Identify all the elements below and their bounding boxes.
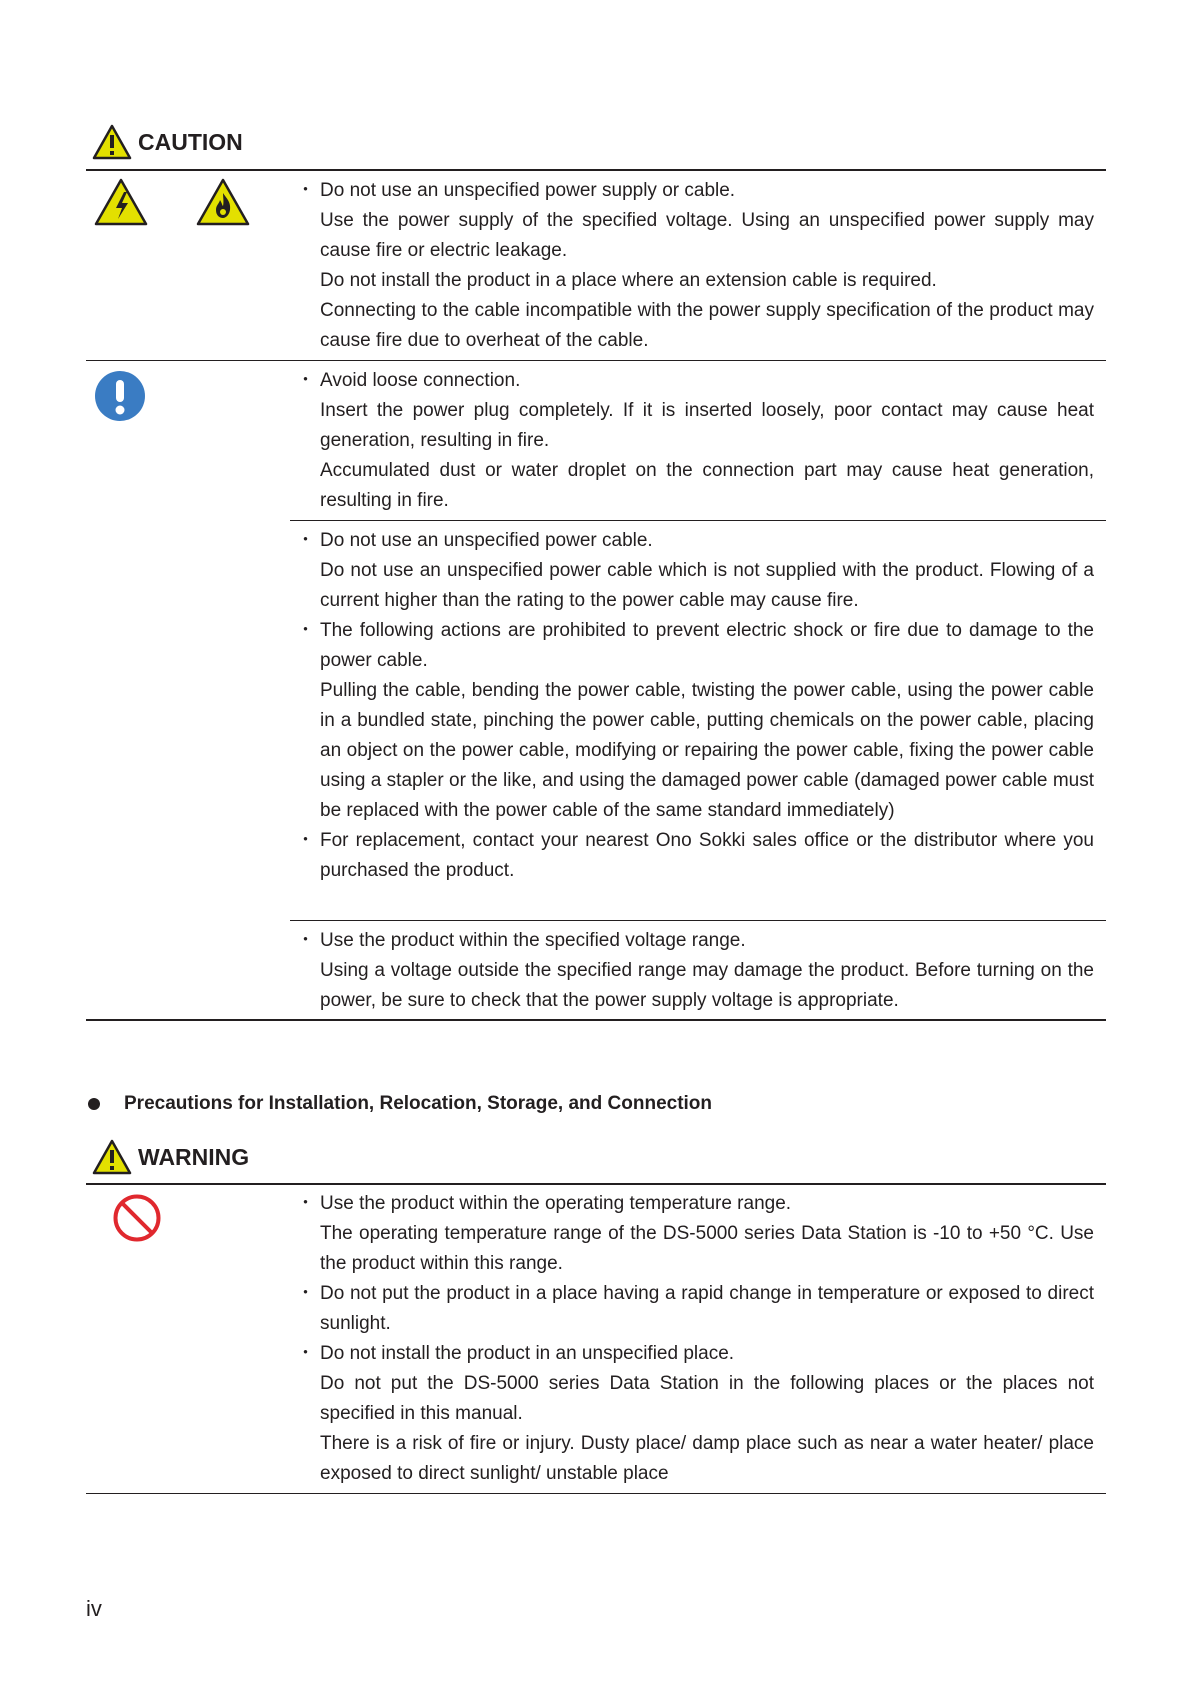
paragraph: ・ Use the product within the operating temperature range.	[290, 1189, 1094, 1219]
section-divider	[86, 360, 1106, 361]
paragraph: ・ Avoid loose connection.	[290, 366, 1094, 396]
paragraph: ・ Do not use an unspecified power supply or cable.	[290, 176, 1094, 206]
section-divider	[290, 520, 1106, 521]
precautions-heading-text: Precautions for Installation, Relocation, Storage, and Connection	[124, 1093, 713, 1114]
paragraph: ・ The following actions are prohibited to prevent electric shock or fire due to damage to the power cable.	[290, 616, 1094, 676]
page-number: iv	[86, 1596, 102, 1621]
warning-heading	[92, 1139, 249, 1175]
fire-warning-icon	[196, 178, 250, 226]
paragraph: Do not use an unspecified power cable which is not supplied with the product. Flowing of a current higher than the rating to the power cable may cause fire.	[320, 560, 1094, 611]
paragraph: Accumulated dust or water droplet on the connection part may cause heat generation, resulting in fire.	[320, 460, 1094, 511]
warning-triangle-icon	[92, 1139, 132, 1175]
caution-section-power-cable	[290, 526, 1094, 886]
mandatory-action-icon	[94, 370, 146, 422]
paragraph: Connecting to the cable incompatible with the power supply specification of the product may cause fire due to overheat of the cable.	[320, 300, 1094, 351]
paragraph: Do not put the DS-5000 series Data Station in the following places or the places not specified in this manual.	[320, 1373, 1094, 1424]
prohibition-icon	[112, 1193, 162, 1243]
warning-top-rule	[86, 1183, 1106, 1185]
paragraph: The operating temperature range of the DS-5000 series Data Station is -10 to +50 °C. Use the product within this range.	[320, 1223, 1094, 1274]
paragraph: Using a voltage outside the specified range may damage the product. Before turning on the power, be sure to check that the power supply voltage is appropriate.	[320, 960, 1094, 1011]
paragraph: ・ Do not put the product in a place having a rapid change in temperature or exposed to direct sunlight.	[290, 1279, 1094, 1339]
precautions-heading	[88, 1093, 712, 1115]
paragraph: Use the power supply of the specified voltage. Using an unspecified power supply may cause fire or electric leakage.	[320, 210, 1094, 261]
warning-title: WARNING	[138, 1143, 250, 1170]
section-divider	[290, 920, 1106, 921]
bullet-dot	[88, 1098, 100, 1110]
electric-shock-warning-icon	[94, 178, 148, 226]
warning-section-temperature	[290, 1189, 1094, 1489]
warning-bottom-rule	[86, 1493, 1106, 1494]
paragraph: ・ Do not use an unspecified power cable.	[290, 526, 1094, 556]
caution-top-rule	[86, 169, 1106, 171]
paragraph: ・ Use the product within the specified voltage range.	[290, 926, 1094, 956]
warning-triangle-icon	[92, 124, 132, 160]
paragraph: Pulling the cable, bending the power cable, twisting the power cable, using the power cable in a bundled state, pinching the power cable, putting chemicals on the power cable, placing an object on the power cable, modifying or repairing the power cable, fixing the power cable using a stapler or the like, and using the damaged power cable (damaged power cable must be replaced with the power cable of the same standard immediately)	[320, 680, 1094, 821]
paragraph: Do not install the product in a place where an extension cable is required.	[320, 270, 937, 291]
caution-section-loose-connection	[290, 366, 1094, 516]
paragraph: ・ For replacement, contact your nearest Ono Sokki sales office or the distributor where you purchased the product.	[290, 826, 1094, 886]
paragraph: There is a risk of fire or injury. Dusty place/ damp place such as near a water heater/ place exposed to direct sunlight/ unstable place	[320, 1433, 1094, 1484]
caution-heading	[92, 124, 243, 160]
caution-section-power-supply	[290, 176, 1094, 356]
paragraph: Insert the power plug completely. If it is inserted loosely, poor contact may cause heat generation, resulting in fire.	[320, 400, 1094, 451]
caution-title: CAUTION	[138, 128, 243, 155]
caution-bottom-rule	[86, 1019, 1106, 1021]
paragraph: ・ Do not install the product in an unspecified place.	[290, 1339, 1094, 1369]
caution-section-voltage-range	[290, 926, 1094, 1016]
